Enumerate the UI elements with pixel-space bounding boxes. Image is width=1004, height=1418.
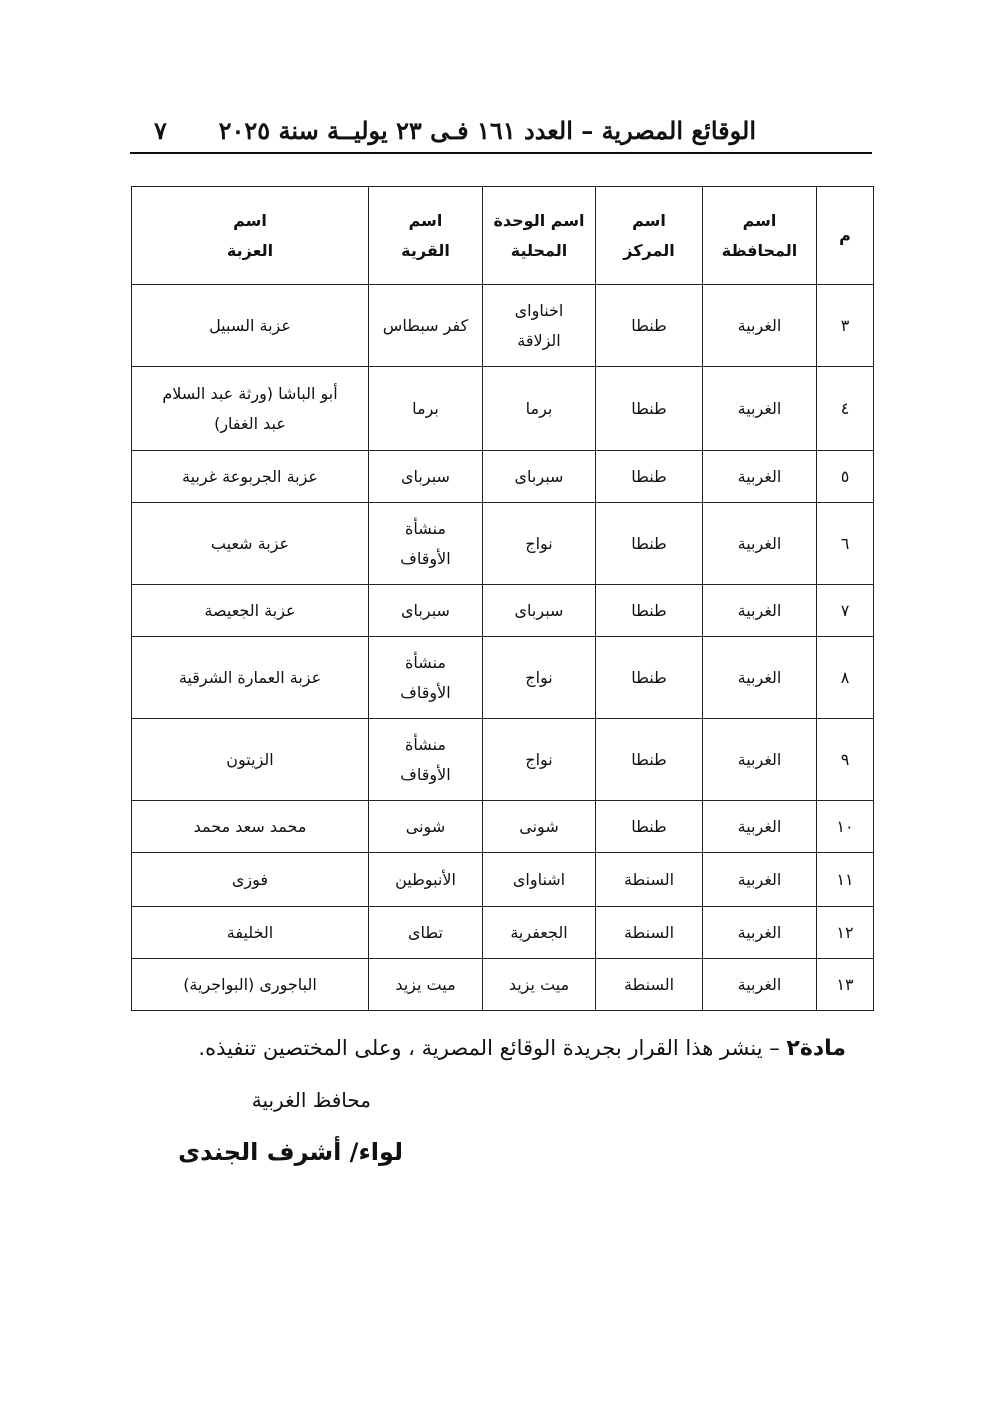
cell-line: ١٠ [836, 816, 854, 836]
cell-line: طنطا [631, 749, 667, 769]
table-row [132, 451, 874, 503]
cell-line: الغربية [737, 315, 782, 335]
cell-center [596, 585, 703, 637]
cell-line: عزبة شعيب [210, 533, 290, 553]
cell-serial [817, 451, 874, 503]
cell-line: عزبة الجعيصة [204, 600, 296, 620]
cell-serial [817, 503, 874, 585]
cell-hamlet [132, 637, 369, 719]
cell-local-unit [483, 801, 596, 853]
cell-village [369, 637, 483, 719]
cell-line: ٨ [840, 667, 850, 687]
cell-local-unit [483, 853, 596, 907]
column-header-line: اسم [408, 210, 443, 230]
cell-line: شونى [405, 816, 446, 836]
column-header-hamlet [132, 187, 369, 285]
cell-local-unit [483, 367, 596, 451]
cell-center [596, 637, 703, 719]
cell-village [369, 959, 483, 1011]
cell-line: الغربية [737, 600, 782, 620]
cell-line: فوزى [231, 869, 269, 889]
cell-line: الخليفة [226, 922, 274, 942]
column-header-line: المحلية [510, 240, 568, 260]
cell-line: السنطة [623, 974, 675, 994]
article-label: مادة٢ [786, 1036, 846, 1061]
cell-line: سبرباى [401, 600, 450, 620]
cell-line: الباجورى (البواجرية) [183, 974, 317, 994]
column-header-line: اسم [233, 210, 267, 230]
cell-line: الأنبوطين [395, 869, 456, 889]
cell-village [369, 801, 483, 853]
villages-table [131, 186, 874, 1011]
cell-line: ميت يزيد [508, 974, 570, 994]
table-row [132, 853, 874, 907]
cell-line: عزبة السبيل [209, 315, 291, 335]
cell-line: الأوقاف [400, 548, 451, 568]
cell-line: تطاى [408, 922, 443, 942]
cell-serial [817, 801, 874, 853]
cell-line: اشناواى [512, 869, 566, 889]
cell-serial [817, 907, 874, 959]
table-row [132, 285, 874, 367]
column-header-line: م [839, 225, 851, 245]
cell-village [369, 451, 483, 503]
cell-governorate [703, 585, 817, 637]
cell-village [369, 907, 483, 959]
cell-line: ١١ [836, 869, 854, 889]
table-row [132, 907, 874, 959]
governor-name-line [146, 1138, 846, 1166]
cell-line: الجعفرية [510, 922, 568, 942]
cell-village [369, 853, 483, 907]
cell-local-unit [483, 959, 596, 1011]
cell-hamlet [132, 367, 369, 451]
cell-center [596, 503, 703, 585]
column-header-line: القرية [401, 240, 450, 260]
cell-line: ٦ [840, 533, 850, 553]
cell-line: الغربية [737, 398, 782, 418]
cell-center [596, 907, 703, 959]
cell-line: ٣ [840, 315, 850, 335]
table-body [132, 285, 874, 1011]
cell-line: الأوقاف [400, 764, 451, 784]
cell-line: ميت يزيد [395, 974, 456, 994]
cell-hamlet [132, 719, 369, 801]
cell-line: نواج [525, 749, 553, 769]
cell-line: طنطا [631, 315, 667, 335]
cell-line: عزبة الجربوعة غربية [182, 466, 318, 486]
cell-line: ٤ [840, 398, 850, 418]
column-header-line: المركز [623, 240, 675, 260]
column-header-governorate [703, 187, 817, 285]
cell-center [596, 451, 703, 503]
column-header-center [596, 187, 703, 285]
cell-line: السنطة [623, 869, 675, 889]
cell-serial [817, 367, 874, 451]
cell-line: الأوقاف [400, 682, 451, 702]
cell-local-unit [483, 637, 596, 719]
cell-hamlet [132, 451, 369, 503]
page-number: ٧ [154, 116, 167, 145]
cell-line: محمد سعد محمد [193, 816, 307, 836]
cell-local-unit [483, 719, 596, 801]
cell-line: الغربية [737, 869, 782, 889]
cell-line: الغربية [737, 749, 782, 769]
cell-line: الغربية [737, 922, 782, 942]
table-row [132, 719, 874, 801]
cell-governorate [703, 907, 817, 959]
cell-line: الغربية [737, 667, 782, 687]
cell-line: ١٣ [836, 974, 854, 994]
governor-title: محافظ الغربية [251, 1088, 371, 1112]
table-row [132, 367, 874, 451]
cell-serial [817, 719, 874, 801]
cell-line: الغربية [737, 533, 782, 553]
cell-line: عبد الغفار) [214, 413, 286, 433]
cell-local-unit [483, 585, 596, 637]
cell-village [369, 367, 483, 451]
cell-village [369, 503, 483, 585]
column-header-serial [817, 187, 874, 285]
cell-hamlet [132, 907, 369, 959]
table-row [132, 585, 874, 637]
cell-line: منشأة [405, 734, 446, 754]
cell-line: منشأة [405, 652, 446, 672]
cell-governorate [703, 285, 817, 367]
table-row [132, 503, 874, 585]
cell-governorate [703, 367, 817, 451]
cell-governorate [703, 801, 817, 853]
column-header-village [369, 187, 483, 285]
cell-line: ١٢ [836, 922, 854, 942]
cell-line: طنطا [631, 667, 667, 687]
cell-center [596, 285, 703, 367]
cell-line: شونى [519, 816, 559, 836]
cell-line: السنطة [623, 922, 675, 942]
column-header-line: اسم [742, 210, 777, 230]
cell-governorate [703, 853, 817, 907]
cell-local-unit [483, 907, 596, 959]
cell-line: طنطا [631, 600, 667, 620]
column-header-line: اسم الوحدة [493, 210, 585, 230]
cell-center [596, 719, 703, 801]
cell-line: سبرباى [514, 466, 564, 486]
cell-serial [817, 853, 874, 907]
cell-line: طنطا [631, 816, 667, 836]
cell-serial [817, 637, 874, 719]
cell-village [369, 719, 483, 801]
cell-line: سبرباى [514, 600, 564, 620]
cell-line: طنطا [631, 466, 667, 486]
cell-line: طنطا [631, 398, 667, 418]
column-header-line: المحافظة [721, 240, 798, 260]
cell-governorate [703, 719, 817, 801]
cell-line: برما [412, 398, 439, 418]
cell-line: ٥ [840, 466, 850, 486]
article-2-line [146, 1036, 846, 1061]
article-text: – ينشر هذا القرار بجريدة الوقائع المصرية ، وعلى المختصين تنفيذه. [198, 1036, 787, 1060]
table-row [132, 801, 874, 853]
cell-line: ٧ [840, 600, 850, 620]
cell-center [596, 959, 703, 1011]
cell-line: نواج [525, 533, 553, 553]
governor-name: لواء/ أشرف الجندى [178, 1138, 403, 1166]
cell-line: اخناواى [514, 300, 564, 320]
cell-line: الزلاقة [517, 330, 561, 350]
cell-line: سبرباى [401, 466, 450, 486]
decree-footer [146, 1036, 846, 1166]
cell-line: برما [525, 398, 553, 418]
cell-line: منشأة [405, 518, 446, 538]
cell-hamlet [132, 585, 369, 637]
cell-governorate [703, 959, 817, 1011]
cell-line: طنطا [631, 533, 667, 553]
cell-governorate [703, 451, 817, 503]
cell-line: كفر سبطاس [382, 315, 469, 335]
gazette-header-title: الوقائع المصرية – العدد ١٦١ فـى ٢٣ يوليــة سنة ٢٠٢٥ [218, 116, 756, 145]
cell-center [596, 801, 703, 853]
cell-center [596, 853, 703, 907]
column-header-local-unit [483, 187, 596, 285]
cell-serial [817, 959, 874, 1011]
cell-line: الغربية [737, 466, 782, 486]
page-header [130, 108, 872, 154]
cell-line: نواج [525, 667, 553, 687]
cell-hamlet [132, 959, 369, 1011]
cell-governorate [703, 637, 817, 719]
cell-local-unit [483, 285, 596, 367]
cell-line: ٩ [840, 749, 850, 769]
governor-title-line [146, 1088, 846, 1112]
cell-hamlet [132, 801, 369, 853]
cell-village [369, 585, 483, 637]
cell-line: الغربية [737, 974, 782, 994]
cell-line: أبو الباشا (ورثة عبد السلام [162, 383, 338, 403]
cell-line: عزبة العمارة الشرقية [178, 667, 322, 687]
cell-serial [817, 285, 874, 367]
column-header-line: اسم [632, 210, 666, 230]
cell-village [369, 285, 483, 367]
cell-local-unit [483, 451, 596, 503]
cell-hamlet [132, 503, 369, 585]
table-header-row [132, 187, 874, 285]
cell-line: الزيتون [226, 749, 274, 769]
column-header-line: العزبة [226, 240, 274, 260]
cell-governorate [703, 503, 817, 585]
cell-hamlet [132, 853, 369, 907]
cell-local-unit [483, 503, 596, 585]
table-row [132, 959, 874, 1011]
cell-serial [817, 585, 874, 637]
cell-center [596, 367, 703, 451]
cell-hamlet [132, 285, 369, 367]
table-row [132, 637, 874, 719]
cell-line: الغربية [737, 816, 782, 836]
